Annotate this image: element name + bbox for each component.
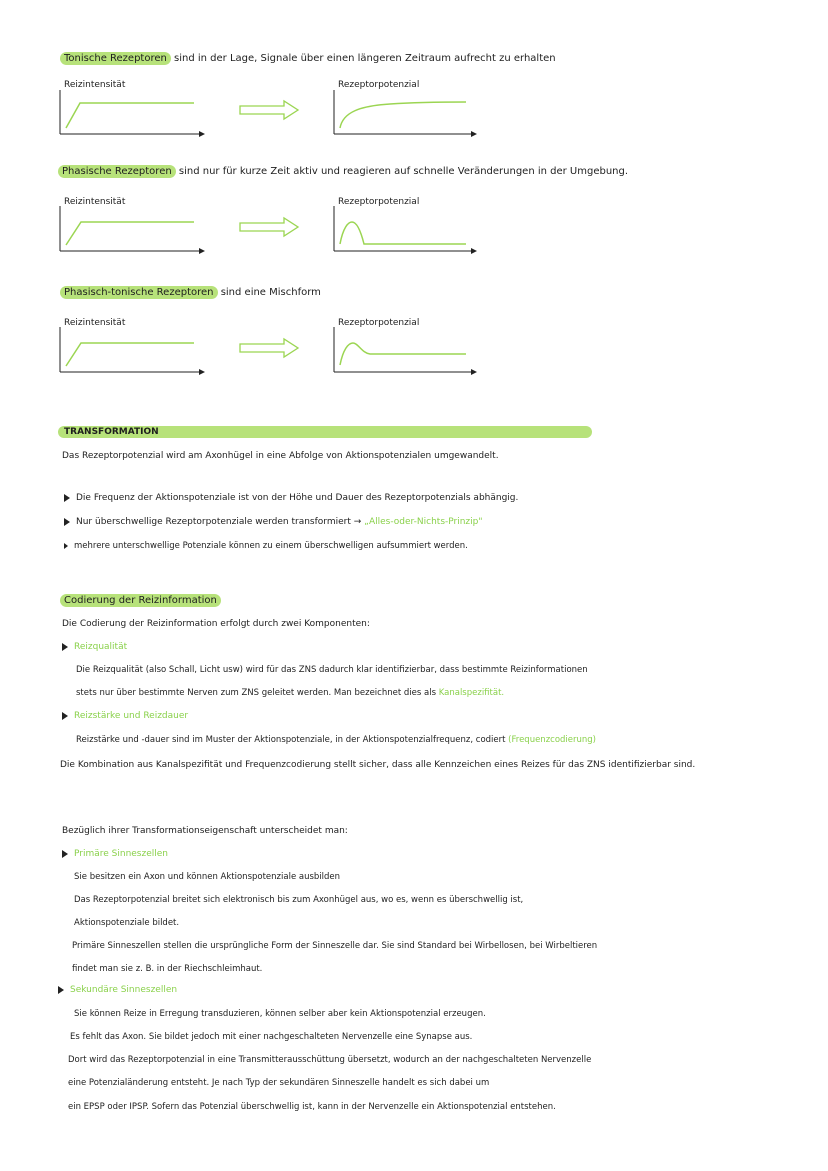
tonisch-right-label: Rezeptorpotenzial (338, 80, 420, 90)
bullet-text: Nur überschwellige Rezeptorpotenziale werden transformiert → (76, 517, 362, 527)
codierung-heading-wrap (60, 595, 221, 606)
primary-line-1: Sie besitzen ein Axon und können Aktionspotenziale ausbilden (74, 872, 341, 882)
secondary-title-wrap (58, 985, 177, 995)
sinneszellen-intro: Bezüglich ihrer Transformationseigenschaft unterscheidet man: (62, 826, 348, 836)
secondary-line-4: eine Potenzialänderung entsteht. Je nach Typ der sekundären Sinneszelle handelt es sich dabei um (68, 1078, 490, 1088)
phasisch-text: sind nur für kurze Zeit aktiv und reagieren auf schnelle Veränderungen in der Umgebung. (178, 166, 629, 177)
bullet-triangle-icon (64, 543, 68, 549)
phasisch-tonisch-text: sind eine Mischform (220, 287, 321, 298)
primary-line-5: findet man sie z. B. in der Riechschleimhaut. (72, 964, 263, 974)
phasisch-tonisch-arrow-icon (240, 339, 298, 357)
phasisch-arrow-icon (240, 218, 298, 236)
bullet-triangle-icon (62, 850, 68, 858)
bullet-triangle-icon (62, 712, 68, 720)
reizstaerke-title: Reizstärke und Reizdauer (74, 711, 189, 721)
potential-curve (340, 102, 466, 128)
reizstaerke-title-wrap (62, 711, 188, 721)
phasisch-right-graph (334, 206, 476, 251)
tonisch-text: sind in der Lage, Signale über einen längeren Zeitraum aufrecht zu erhalten (174, 53, 556, 64)
primary-line-2: Das Rezeptorpotenzial breitet sich elektronisch bis zum Axonhügel aus, wo es, wenn es überschwellig ist, (74, 895, 524, 905)
reizstaerke-line-1 (76, 735, 596, 745)
stimulus-curve (66, 222, 194, 245)
transformation-heading: TRANSFORMATION (64, 427, 159, 437)
codierung-heading: Codierung der Reizinformation (60, 594, 221, 607)
transformation-intro: Das Rezeptorpotenzial wird am Axonhügel in eine Abfolge von Aktionspotenzialen umgewandelt. (62, 451, 499, 461)
secondary-title: Sekundäre Sinneszellen (70, 985, 178, 995)
reizqualitaet-title: Reizqualität (74, 642, 128, 652)
secondary-line-3: Dort wird das Rezeptorpotenzial in eine Transmitterausschüttung übersetzt, wodurch an der nachgeschalteten Nervenzelle (68, 1055, 592, 1065)
phasisch-tonisch-right-label: Rezeptorpotenzial (338, 318, 420, 328)
bullet-triangle-icon (58, 986, 64, 994)
bullet-triangle-icon (64, 518, 70, 526)
phasisch-tonisch-right-graph (334, 327, 476, 372)
reizstaerke-line-1-text: Reizstärke und -dauer sind im Muster der Aktionspotenziale, in der Aktionspotenzialfrequenz, codiert (76, 735, 506, 745)
phasisch-tonisch-left-label: Reizintensität (64, 318, 126, 328)
primary-line-4: Primäre Sinneszellen stellen die ursprüngliche Form der Sinneszelle dar. Sie sind Standard bei Wirbellosen, bei Wirbeltieren (72, 941, 598, 951)
tonisch-left-graph (60, 90, 204, 134)
reizqualitaet-line-2-text: stets nur über bestimmte Nerven zum ZNS geleitet werden. Man bezeichnet dies als (76, 688, 437, 698)
potential-curve (340, 343, 466, 365)
stimulus-curve (66, 343, 194, 366)
phasisch-tonisch-left-graph (60, 327, 204, 372)
codierung-summary: Die Kombination aus Kanalspezifität und Frequenzcodierung stellt sicher, dass alle Kennzeichen eines Reizes für das ZNS identifizierbar sind. (60, 760, 696, 770)
primary-title: Primäre Sinneszellen (74, 849, 169, 859)
secondary-line-5: ein EPSP oder IPSP. Sofern das Potenzial überschwellig ist, kann in der Nervenzelle ein Aktionspotenzial entstehen. (68, 1102, 556, 1112)
reizqualitaet-line-2 (76, 688, 504, 698)
bullet-triangle-icon (62, 643, 68, 651)
codierung-intro: Die Codierung der Reizinformation erfolgt durch zwei Komponenten: (62, 619, 370, 629)
primary-title-wrap (62, 849, 168, 859)
frequenzcodierung-term: (Frequenzcodierung) (508, 735, 596, 745)
phasisch-right-label: Rezeptorpotenzial (338, 197, 420, 207)
secondary-line-2: Es fehlt das Axon. Sie bildet jedoch mit einer nachgeschalteten Nervenzelle eine Synapse aus. (70, 1032, 473, 1042)
tonisch-arrow-icon (240, 101, 298, 119)
tonisch-term: Tonische Rezeptoren (60, 52, 171, 65)
transformation-bullet-2 (64, 517, 483, 527)
kanalspezifitaet-term: Kanalspezifität. (438, 688, 505, 698)
bullet-text: Die Frequenz der Aktionspotenziale ist von der Höhe und Dauer des Rezeptorpotenzials abhängig. (76, 493, 519, 503)
transformation-bullet-1 (64, 493, 518, 503)
receptor-graphs (0, 0, 828, 400)
potential-curve (340, 222, 466, 244)
secondary-line-1: Sie können Reize in Erregung transduzieren, können selber aber kein Aktionspotenzial erzeugen. (74, 1009, 486, 1019)
alles-oder-nichts-term: „Alles-oder-Nichts-Prinzip" (364, 517, 483, 527)
reizqualitaet-title-wrap (62, 642, 127, 652)
bullet-text: mehrere unterschwellige Potenziale können zu einem überschwelligen aufsummiert werden. (74, 541, 468, 551)
tonisch-right-graph (334, 90, 476, 134)
reizqualitaet-line-1: Die Reizqualität (also Schall, Licht usw) wird für das ZNS dadurch klar identifizierbar, dass bestimmte Reizinformationen (76, 665, 588, 675)
phasisch-term: Phasische Rezeptoren (58, 165, 176, 178)
phasisch-left-graph (60, 206, 204, 251)
phasisch-tonisch-term: Phasisch-tonische Rezeptoren (60, 286, 218, 299)
bullet-triangle-icon (64, 494, 70, 502)
primary-line-3: Aktionspotenziale bildet. (74, 918, 180, 928)
stimulus-curve (66, 103, 194, 128)
phasisch-left-label: Reizintensität (64, 197, 126, 207)
tonisch-left-label: Reizintensität (64, 80, 126, 90)
transformation-bullet-3 (64, 541, 468, 551)
